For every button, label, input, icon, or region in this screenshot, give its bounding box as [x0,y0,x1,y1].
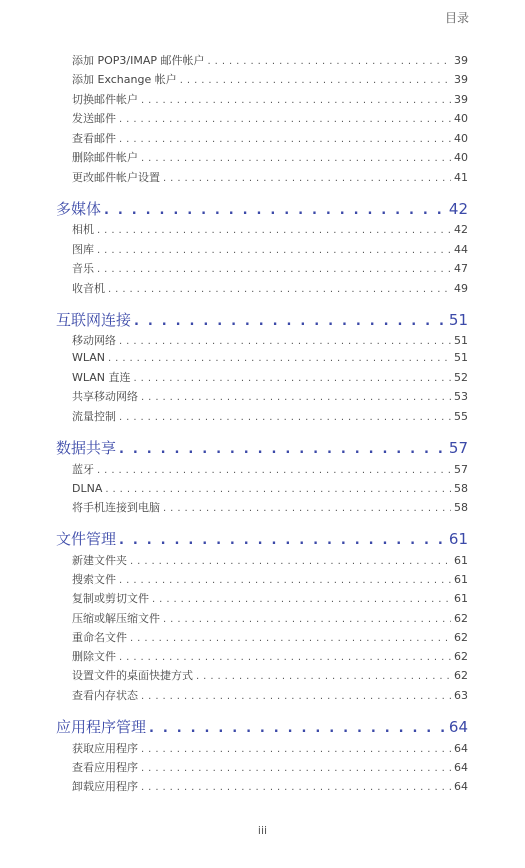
dot-leader [163,501,451,516]
toc-page-number: 64 [454,742,468,755]
toc-page-number: 63 [454,689,468,702]
toc-chapter[interactable] [56,438,468,458]
toc-page-number: 62 [454,669,468,682]
toc-label: WLAN 直连 [72,371,131,384]
toc-label: 添加 POP3/IMAP 邮件帐户 [72,54,205,67]
toc-label: 将手机连接到电脑 [72,501,160,514]
toc-label: 文件管理 [56,530,117,548]
toc-entry[interactable] [72,242,468,258]
dot-leader [196,669,451,684]
dot-leader [130,631,451,646]
toc-label: 相机 [72,223,94,236]
dot-leader [141,93,451,108]
toc-label: DLNA [72,482,103,495]
toc-entry[interactable] [72,649,468,665]
dot-leader [119,440,446,458]
toc-page-number: 39 [454,93,468,106]
dot-leader [119,410,451,425]
dot-leader [141,390,451,405]
toc-chapter[interactable] [56,717,468,737]
toc-label: 应用程序管理 [56,718,147,736]
toc-page-number: 39 [454,73,468,86]
toc-label: 查看邮件 [72,132,116,145]
dot-leader [97,262,451,277]
toc-entry[interactable] [72,370,468,386]
dot-leader [134,371,451,386]
toc-entry[interactable] [72,350,468,366]
dot-leader [134,312,446,330]
dot-leader [141,780,451,795]
toc-label: 查看内存状态 [72,689,138,702]
toc-entry[interactable] [72,409,468,425]
toc-page-number: 49 [454,282,468,295]
dot-leader [119,531,446,549]
toc-entry[interactable] [72,170,468,186]
toc-page-number: 41 [454,171,468,184]
dot-leader [163,612,451,627]
toc-chapter[interactable] [56,199,468,219]
dot-leader [163,171,451,186]
toc-entry[interactable] [72,630,468,646]
dot-leader [208,54,451,69]
toc-page-number: 62 [454,612,468,625]
dot-leader [108,351,451,366]
toc-entry[interactable] [72,572,468,588]
toc-entry[interactable] [72,261,468,277]
toc-entry[interactable] [72,72,468,88]
toc-entry[interactable] [72,741,468,757]
toc-label: 数据共享 [56,439,117,457]
toc-entry[interactable] [72,611,468,627]
toc-page-number: 51 [448,311,468,329]
dot-leader [97,463,451,478]
dot-leader [141,151,451,166]
toc-label: 移动网络 [72,334,116,347]
toc-page-number: 52 [454,371,468,384]
dot-leader [97,223,451,238]
toc-page-number: 64 [454,780,468,793]
toc-label: 设置文件的桌面快捷方式 [72,669,193,682]
toc-entry[interactable] [72,779,468,795]
toc-entry[interactable] [72,688,468,704]
dot-leader [119,112,451,127]
toc-label: 共享移动网络 [72,390,138,403]
dot-leader [104,201,446,219]
toc-page-number: 61 [448,530,468,548]
toc-label: 流量控制 [72,410,116,423]
toc-page-number: 61 [454,554,468,567]
toc-page-number: 47 [454,262,468,275]
toc-page-number: 58 [454,482,468,495]
toc-label: WLAN [72,351,106,364]
toc-label: 卸载应用程序 [72,780,138,793]
toc-page-number: 44 [454,243,468,256]
toc-page-number: 42 [454,223,468,236]
toc-page-number: 58 [454,501,468,514]
dot-leader [141,689,451,704]
dot-leader [119,132,451,147]
toc-label: 复制或剪切文件 [72,592,149,605]
toc-label: 音乐 [72,262,94,275]
toc-label: 查看应用程序 [72,761,138,774]
toc-label: 蓝牙 [72,463,94,476]
toc-page-number: 55 [454,410,468,423]
toc-entry[interactable] [72,222,468,238]
toc-page-number: 40 [454,151,468,164]
toc-entry[interactable] [72,553,468,569]
toc-page-number: 57 [448,439,468,457]
toc-page-number: 62 [454,650,468,663]
toc-label: 压缩或解压缩文件 [72,612,160,625]
toc-page-number: 57 [454,463,468,476]
toc-label: 新建文件夹 [72,554,127,567]
toc-label: 添加 Exchange 帐户 [72,73,177,86]
toc-label: 获取应用程序 [72,742,138,755]
dot-leader [130,554,451,569]
toc-entry[interactable] [72,462,468,478]
dot-leader [119,650,451,665]
toc-page-number: 61 [454,592,468,605]
toc-entry[interactable] [72,333,468,349]
toc-label: 删除文件 [72,650,116,663]
toc-entry[interactable] [72,389,468,405]
dot-leader [105,482,451,497]
toc-label: 搜索文件 [72,573,116,586]
dot-leader [180,73,451,88]
toc-page-number: 40 [454,112,468,125]
toc-label: 多媒体 [56,200,102,218]
toc-entry[interactable] [72,131,468,147]
page-header-title: 目录 [444,11,469,25]
toc-page-number: 39 [454,54,468,67]
dot-leader [141,761,451,776]
toc-entry[interactable] [72,760,468,776]
toc-entry[interactable] [72,500,468,516]
toc-entry[interactable] [72,591,468,607]
toc-page-number: 51 [454,334,468,347]
toc-page-number: 61 [454,573,468,586]
toc-label: 图库 [72,243,94,256]
dot-leader [97,243,451,258]
dot-leader [152,592,451,607]
toc-entry[interactable] [72,92,468,108]
dot-leader [108,282,451,297]
dot-leader [119,334,451,349]
toc-entry[interactable] [72,481,468,497]
dot-leader [141,742,451,757]
toc-chapter[interactable] [56,310,468,330]
toc-entry[interactable] [72,111,468,127]
toc-label: 收音机 [72,282,105,295]
toc-entry[interactable] [72,150,468,166]
dot-leader [149,719,446,737]
toc-label: 发送邮件 [72,112,116,125]
toc-label: 重命名文件 [72,631,127,644]
toc-label: 切换邮件帐户 [72,93,138,106]
toc-page-number: 42 [448,200,468,218]
toc-page-number: 64 [454,761,468,774]
toc-entry[interactable] [72,281,468,297]
toc-label: 更改邮件帐户设置 [72,171,160,184]
toc-page-number: 51 [454,351,468,364]
toc-page-number: 40 [454,132,468,145]
toc-label: 删除邮件帐户 [72,151,138,164]
toc-entry[interactable] [72,668,468,684]
page-number: iii [257,824,268,837]
toc-page-number: 64 [448,718,468,736]
toc-page-number: 53 [454,390,468,403]
toc-page-number: 62 [454,631,468,644]
toc-chapter[interactable] [56,529,468,549]
dot-leader [119,573,451,588]
toc-entry[interactable] [72,53,468,69]
toc-label: 互联网连接 [56,311,132,329]
